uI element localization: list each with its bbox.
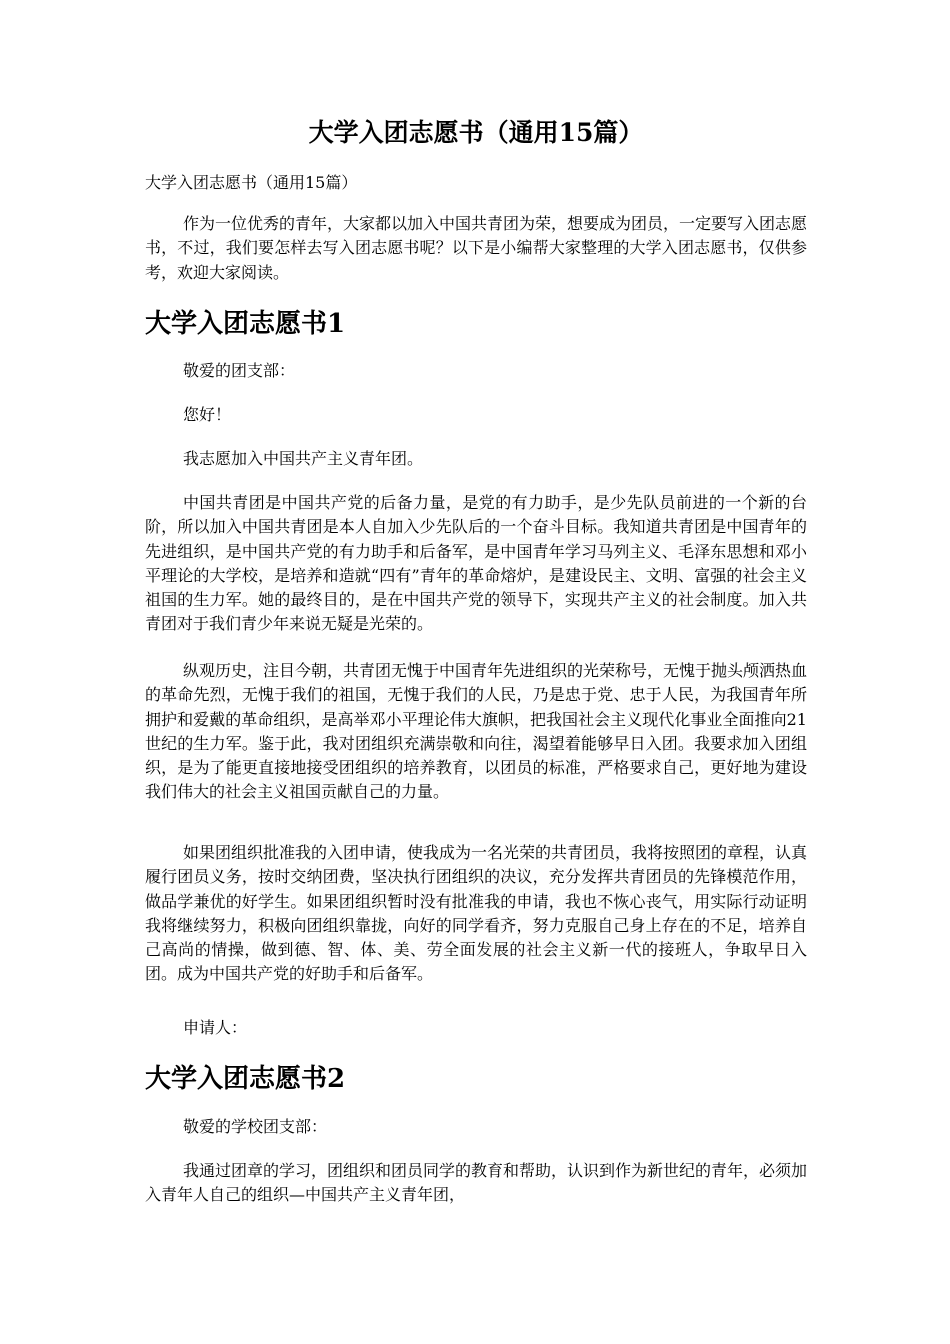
section-1-paragraph-4: 如果团组织批准我的入团申请，使我成为一名光荣的共青团员，我将按照团的章程，认真履行团员义务，按时交纳团费，坚决执行团组织的决议，充分发挥共青团员的先锋模范作用，做品学兼优的好学生。如果团组织暂时没有批准我的申请，我也不恢心丧气，用实际行动证明我将继续努力，积极向团组织靠拢，向好的同学看齐，努力克服自己身上存在的不足，培养自己高尚的情操，做到德、智、体、美、劳全面发展的社会主义新一代的接班人，争取早日入团。成为中国共产党的好助手和后备军。 [145, 843, 808, 984]
section-1-paragraph-3: 纵观历史，注目今朝，共青团无愧于中国青年先进组织的光荣称号，无愧于抛头颅洒热血的革命先烈，无愧于我们的祖国，无愧于我们的人民，乃是忠于党、忠于人民，为我国青年所拥护和爱戴的革命组织，是高举邓小平理论伟大旗帜，把我国社会主义现代化事业全面推向21世纪的生力军。鉴于此，我对团组织充满崇敬和向往，渴望着能够早日入团。我要求加入团组织，是为了能更直接地接受团组织的培养教育，以团员的标准，严格要求自己，更好地为建设我们伟大的社会主义祖国贡献自己的力量。 [145, 661, 808, 802]
section-2-salutation: 敬爱的学校团支部： [183, 1117, 328, 1136]
document-title: 大学入团志愿书（通用15篇） [308, 118, 644, 147]
document-subtitle: 大学入团志愿书（通用15篇） [145, 173, 358, 192]
section-1-paragraph-1: 我志愿加入中国共产主义青年团。 [183, 449, 424, 468]
section-1-signature: 申请人： [183, 1018, 248, 1037]
section-1-heading: 大学入团志愿书1 [145, 309, 346, 339]
section-2-heading: 大学入团志愿书2 [145, 1064, 346, 1094]
section-1-salutation: 敬爱的团支部： [183, 361, 296, 380]
section-1-paragraph-2: 中国共青团是中国共产党的后备力量，是党的有力助手，是少先队员前进的一个新的台阶，所以加入中国共青团是本人自加入少先队后的一个奋斗目标。我知道共青团是中国青年的先进组织，是中国共产党的有力助手和后备军，是中国青年学习马列主义、毛泽东思想和邓小平理论的大学校，是培养和造就“四有”青年的革命熔炉，是建设民主、文明、富强的社会主义祖国的生力军。她的最终目的，是在中国共产党的领导下，实现共产主义的社会制度。加入共青团对于我们青少年来说无疑是光荣的。 [145, 493, 807, 634]
intro-paragraph: 作为一位优秀的青年，大家都以加入中国共青团为荣，想要成为团员，一定要写入团志愿书，不过，我们要怎样去写入团志愿书呢？以下是小编帮大家整理的大学入团志愿书，仅供参考，欢迎大家阅读。 [145, 214, 808, 282]
section-2-paragraph-1: 我通过团章的学习，团组织和团员同学的教育和帮助，认识到作为新世纪的青年，必须加入青年人自己的组织—中国共产主义青年团， [145, 1161, 808, 1205]
section-1-greeting: 您好！ [183, 405, 232, 424]
